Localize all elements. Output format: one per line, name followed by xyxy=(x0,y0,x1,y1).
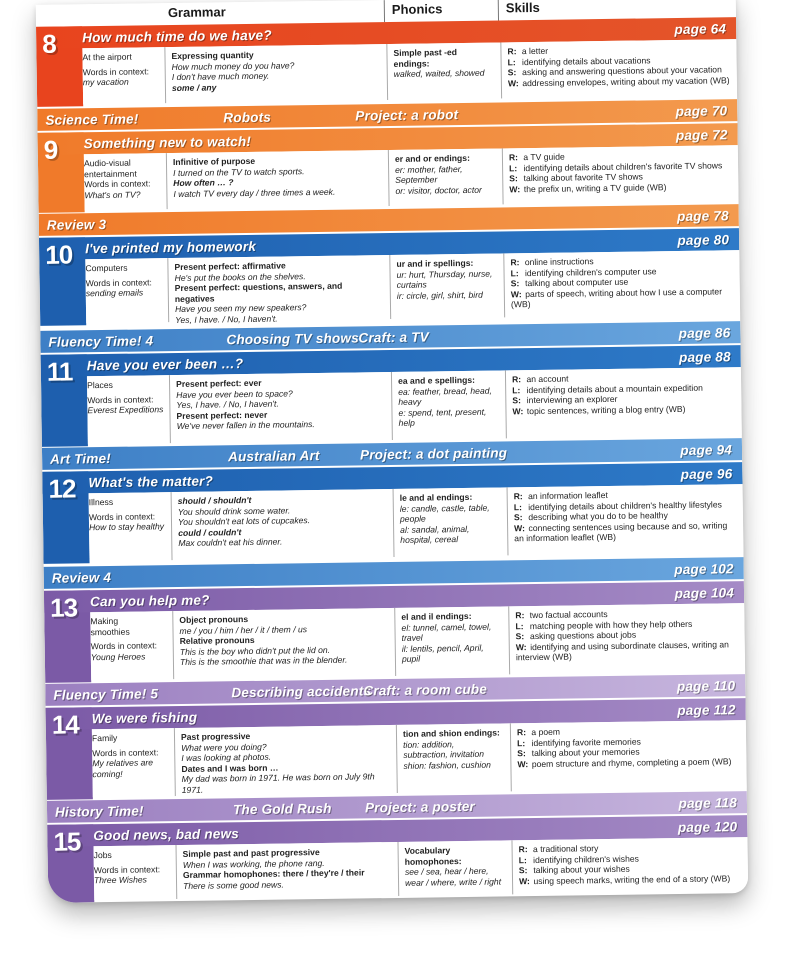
unit-12 xyxy=(42,462,743,564)
unit-title: Can you help me? xyxy=(89,592,210,609)
grammar-column xyxy=(176,842,399,899)
phonics-line: people xyxy=(399,513,426,525)
skill-label: W: xyxy=(518,875,530,887)
unit-body xyxy=(92,720,747,797)
skill-label: R: xyxy=(513,491,523,502)
skill-text: a letter xyxy=(521,45,549,57)
phonics-line: el and il endings: xyxy=(401,610,472,622)
skill-text: interviewing an explorer xyxy=(526,394,618,406)
grammar-line: When I was working, the phone rang. xyxy=(182,857,325,870)
contents-page xyxy=(36,0,748,903)
topic-line: What's on TV? xyxy=(84,189,141,201)
unit-14 xyxy=(46,698,747,800)
skill-text: parts of speech, writing about how I use a computer (WB) xyxy=(510,286,723,310)
skill-line xyxy=(514,520,739,544)
skill-line xyxy=(519,873,744,887)
skills-column xyxy=(503,250,740,317)
grammar-line: Have you ever been to space? xyxy=(176,387,293,400)
skill-text: online instructions xyxy=(524,256,594,268)
grammar-line: me / you / him / her / it / them / us xyxy=(179,623,308,636)
topic-line: sending emails xyxy=(85,287,144,299)
grammar-line: Max couldn't eat his dinner. xyxy=(178,536,283,549)
topic-line: At the airport xyxy=(82,51,132,63)
unit-body xyxy=(82,39,737,104)
page-ref: page 94 xyxy=(680,441,733,458)
grammar-line: How much money do you have? xyxy=(171,59,295,72)
skill-text: talking about your wishes xyxy=(533,863,630,876)
section-topic: Choosing TV shows xyxy=(226,329,359,347)
grammar-line: Present perfect: questions, answers, and negatives xyxy=(174,280,343,304)
unit-number: 13 xyxy=(49,592,78,623)
section-label: Science Time! xyxy=(45,111,139,128)
topic-line: Words in context: xyxy=(84,178,151,190)
page-ref: page 102 xyxy=(674,560,734,577)
grammar-line: Relative pronouns xyxy=(179,635,255,647)
unit-title: Something new to watch! xyxy=(83,133,252,151)
grammar-line: I turned on the TV to watch sports. xyxy=(173,165,305,178)
phonics-line: curtains xyxy=(396,279,427,291)
grammar-line: Yes, I have. / No, I haven't. xyxy=(175,313,278,325)
skill-text: a poem xyxy=(531,726,561,738)
skill-line xyxy=(517,756,742,770)
skill-label: R: xyxy=(508,152,519,163)
topic-line: Family xyxy=(91,732,118,744)
phonics-line: or: visitor, doctor, actor xyxy=(395,184,482,196)
skill-text: a TV guide xyxy=(523,151,565,163)
grammar-line: could / couldn't xyxy=(178,526,242,538)
phonics-line: pupil xyxy=(401,654,421,665)
page-ref: page 110 xyxy=(676,677,736,694)
phonics-line: homophones: xyxy=(404,855,462,867)
unit-body xyxy=(90,603,745,680)
topic-line: Words in context: xyxy=(88,510,156,522)
unit-11 xyxy=(41,345,742,447)
section-topic: Australian Art xyxy=(227,447,320,464)
topic-line: entertainment xyxy=(84,168,137,179)
topic-line: smoothies xyxy=(90,626,130,637)
topic-line: Words in context: xyxy=(93,863,161,875)
section-project: Project: a robot xyxy=(355,106,459,123)
skill-text: poem structure and rhyme, completing a poem (WB) xyxy=(531,756,732,769)
skill-text: connecting sentences using because and so, writing an information leaflet (WB) xyxy=(514,520,728,544)
skill-text: talking about your memories xyxy=(531,746,640,759)
grammar-line: Present perfect: ever xyxy=(176,377,262,390)
grammar-column xyxy=(164,44,387,103)
page-ref: page 118 xyxy=(678,794,738,811)
section-label: Art Time! xyxy=(49,450,112,467)
grammar-line: I don't have much money. xyxy=(171,70,270,83)
unit-number: 15 xyxy=(53,826,81,857)
page-ref: page 64 xyxy=(674,20,727,37)
grammar-line: Have you seen my new speakers? xyxy=(174,302,307,315)
unit-title: What's the matter? xyxy=(88,473,214,490)
skill-label: S: xyxy=(515,631,525,642)
topic-column xyxy=(94,845,175,886)
skill-text: topic sentences, writing a blog entry (WB) xyxy=(526,403,686,416)
topic-line: Young Heroes xyxy=(90,651,146,663)
unit-9 xyxy=(38,123,739,213)
unit-number: 14 xyxy=(51,709,79,740)
phonics-line: il: lentils, pencil, April, xyxy=(401,642,484,654)
skill-text: talking about favorite TV shows xyxy=(523,171,643,184)
skill-label: S: xyxy=(517,748,526,759)
topic-line: Illness xyxy=(88,496,114,508)
topic-column xyxy=(92,728,173,779)
topic-column xyxy=(87,375,168,416)
grammar-line: Present perfect: affirmative xyxy=(174,260,286,273)
skill-line xyxy=(516,639,741,663)
phonics-line: hospital, cereal xyxy=(400,534,459,546)
page-ref: page 86 xyxy=(678,324,731,341)
phonics-line: le: candle, castle, table, xyxy=(399,502,490,514)
unit-title: Good news, bad news xyxy=(93,825,240,843)
section-project: Craft: a room cube xyxy=(363,681,488,698)
grammar-column xyxy=(167,255,390,325)
page-ref: page 112 xyxy=(677,701,736,718)
skill-label: R: xyxy=(511,374,522,385)
grammar-line: You should drink some water. xyxy=(177,505,291,517)
phonics-column xyxy=(389,253,504,319)
phonics-line: tion: addition, xyxy=(403,738,455,750)
phonics-line: ea and e spellings: xyxy=(397,374,476,386)
grammar-line: This is the smoothie that was in the blender. xyxy=(179,655,348,668)
column-skills: Skills xyxy=(505,0,540,16)
skill-label: R: xyxy=(507,46,517,57)
skill-label: L: xyxy=(507,56,516,67)
skill-label: R: xyxy=(518,844,528,855)
phonics-line: el: tunnel, camel, towel, xyxy=(401,621,492,633)
section-label: History Time! xyxy=(54,803,144,820)
grammar-line: Dates and I was born … xyxy=(181,762,279,774)
skill-text: identifying details about children's healthy lifestyles xyxy=(528,498,722,512)
skill-label: L: xyxy=(513,501,523,512)
grammar-line: Yes, I have. / No, I haven't. xyxy=(176,398,279,411)
topic-column xyxy=(85,258,166,299)
page-ref: page 96 xyxy=(680,465,733,482)
phonics-line: ur and ir spellings: xyxy=(396,257,474,269)
skill-text: matching people with how they help others xyxy=(529,618,693,631)
topic-line: Places xyxy=(87,379,113,391)
grammar-line: This is the boy who didn't put the lid on. xyxy=(179,644,331,657)
unit-number: 12 xyxy=(48,473,76,504)
grammar-line: I was looking at photos. xyxy=(181,751,272,764)
topic-line: Computers xyxy=(85,262,128,274)
section-topic: Robots xyxy=(223,109,272,125)
skills-column xyxy=(500,39,737,98)
grammar-line: He's put the books on the shelves. xyxy=(174,270,306,283)
page-ref: page 120 xyxy=(677,818,738,835)
skill-text: asking and answering questions about your vacation xyxy=(522,64,722,78)
topic-line: my vacation xyxy=(82,76,129,88)
phonics-line: see / sea, hear / here, xyxy=(404,865,489,878)
topic-column xyxy=(89,492,170,533)
topic-line: Words in context: xyxy=(87,393,154,405)
skills-column xyxy=(502,145,739,204)
column-grammar: Grammar xyxy=(167,4,226,21)
grammar-column xyxy=(172,608,395,679)
section-label: Fluency Time! 5 xyxy=(53,685,159,703)
phonics-column xyxy=(394,606,509,676)
skill-text: identifying and using subordinate clauses, writing an interview (WB) xyxy=(515,639,729,663)
topic-line: Audio-visual xyxy=(83,157,131,169)
phonics-column xyxy=(386,42,501,100)
skill-text: identifying details about a mountain expedition xyxy=(526,382,703,395)
topic-column xyxy=(84,153,165,200)
unit-8 xyxy=(36,17,737,107)
phonics-line: le and al endings: xyxy=(399,491,473,503)
skill-label: W: xyxy=(514,522,526,534)
section-label: Review 4 xyxy=(51,569,112,586)
unit-number: 10 xyxy=(45,239,73,270)
skill-label: L: xyxy=(517,737,526,748)
unit-body xyxy=(84,145,739,210)
unit-10 xyxy=(39,228,740,326)
phonics-line: ea: feather, bread, head, xyxy=(398,385,492,397)
grammar-line: There is some good news. xyxy=(183,879,284,891)
skill-label: S: xyxy=(507,67,517,78)
skill-line xyxy=(508,75,733,89)
skill-label: S: xyxy=(513,512,523,523)
skills-column xyxy=(508,603,745,674)
skill-text: describing what you do to be healthy xyxy=(528,510,668,523)
page-ref: page 72 xyxy=(675,126,728,143)
grammar-line: What were you doing? xyxy=(181,741,267,753)
unit-13 xyxy=(44,581,745,683)
phonics-line: ir: circle, girl, shirt, bird xyxy=(396,289,483,301)
grammar-line: Simple past and past progressive xyxy=(182,847,320,859)
unit-15 xyxy=(47,815,748,903)
skill-label: S: xyxy=(518,865,528,876)
phonics-line: September xyxy=(395,174,438,186)
topic-column xyxy=(90,611,171,662)
skill-label: L: xyxy=(518,854,527,865)
grammar-column xyxy=(171,489,394,560)
skill-text: an account xyxy=(526,373,569,385)
skill-text: talking about computer use xyxy=(525,276,629,289)
phonics-line: shion: fashion, cushion xyxy=(403,759,491,771)
divider xyxy=(384,0,385,22)
phonics-line: help xyxy=(398,418,415,429)
topic-line: Words in context: xyxy=(82,65,150,77)
topic-line: Jobs xyxy=(93,849,112,861)
topic-line: Everest Expeditions xyxy=(87,404,164,416)
unit-title: How much time do we have? xyxy=(82,27,272,45)
skill-label: S: xyxy=(512,395,521,406)
section-project: Craft: a TV xyxy=(358,328,430,345)
page-ref: page 70 xyxy=(675,102,728,119)
skill-line xyxy=(509,181,734,195)
skill-label: S: xyxy=(510,278,520,289)
phonics-line: er: mother, father, xyxy=(395,163,463,175)
skill-label: L: xyxy=(515,620,524,631)
topic-line: My relatives are xyxy=(92,757,154,769)
unit-body xyxy=(85,250,740,323)
skill-text: identifying children's wishes xyxy=(533,853,639,865)
section-topic: The Gold Rush xyxy=(232,800,332,817)
unit-body xyxy=(94,837,749,900)
grammar-line: should / shouldn't xyxy=(177,494,252,506)
phonics-line: subtraction, invitation xyxy=(403,748,485,761)
phonics-column xyxy=(396,723,511,793)
skills-column xyxy=(511,837,748,894)
grammar-line: Infinitive of purpose xyxy=(172,155,256,168)
phonics-line: wear / where, write / right xyxy=(404,876,502,888)
phonics-column xyxy=(391,370,506,440)
unit-number: 11 xyxy=(46,356,73,387)
page-ref: page 88 xyxy=(678,348,731,365)
skill-label: L: xyxy=(510,267,519,278)
section-label: Review 3 xyxy=(46,216,107,233)
grammar-line: I watch TV every day / three times a week. xyxy=(173,186,336,199)
phonics-line: er and or endings: xyxy=(394,152,470,164)
unit-body xyxy=(87,367,742,444)
phonics-line: Vocabulary xyxy=(404,845,451,856)
skill-text: using speech marks, writing the end of a story (WB) xyxy=(533,873,731,886)
skill-text: the prefix un, writing a TV guide (WB) xyxy=(523,181,667,194)
skill-label: W: xyxy=(512,405,524,417)
unit-title: Have you ever been …? xyxy=(86,355,244,373)
skill-text: identifying details about vacations xyxy=(521,54,651,67)
section-label: Fluency Time! 4 xyxy=(48,332,154,350)
grammar-line: Past progressive xyxy=(180,731,251,742)
grammar-line: Object pronouns xyxy=(179,614,249,625)
skill-label: W: xyxy=(517,758,529,770)
skill-label: R: xyxy=(515,610,525,621)
section-project: Project: a poster xyxy=(364,798,476,815)
topic-line: Words in context: xyxy=(92,746,159,758)
phonics-column xyxy=(388,148,503,206)
phonics-line: travel xyxy=(401,632,423,644)
skill-label: L: xyxy=(509,162,518,173)
phonics-line: endings: xyxy=(393,58,430,69)
skill-text: addressing envelopes, writing about my vacation (WB) xyxy=(522,75,730,88)
skill-label: W: xyxy=(507,77,519,89)
phonics-line: walked, waited, showed xyxy=(393,67,485,80)
skill-line xyxy=(512,403,737,417)
topic-line: Making xyxy=(90,615,119,627)
skill-text: identifying children's computer use xyxy=(524,265,657,278)
topic-line: coming! xyxy=(92,768,123,779)
grammar-line: Present perfect: never xyxy=(176,409,268,421)
phonics-column xyxy=(393,487,508,557)
grammar-line: You shouldn't eat lots of cupcakes. xyxy=(177,515,311,528)
grammar-line: We've never fallen in the mountains. xyxy=(176,419,315,432)
skill-label: R: xyxy=(510,257,520,268)
grammar-line: My dad was born in 1971. He was born on July 9th 1971. xyxy=(181,771,375,795)
topic-line: Words in context: xyxy=(90,640,158,652)
skills-column xyxy=(510,720,747,791)
grammar-line: Grammar homophones: there / they're / their xyxy=(182,867,365,881)
phonics-line: ur: hurt, Thursday, nurse, xyxy=(396,268,493,280)
phonics-line: al: sandal, animal, xyxy=(400,523,470,535)
unit-title: I've printed my homework xyxy=(85,238,257,256)
skill-label: W: xyxy=(509,183,521,195)
skill-label: R: xyxy=(516,727,527,738)
skills-column xyxy=(507,484,744,555)
page-ref: page 78 xyxy=(676,207,729,224)
skill-label: W: xyxy=(510,288,522,300)
skill-text: a traditional story xyxy=(532,843,599,855)
skill-text: identifying favorite memories xyxy=(531,736,641,748)
skill-text: two factual accounts xyxy=(529,609,608,621)
divider xyxy=(498,0,499,20)
section-topic: Describing accidents xyxy=(231,682,372,700)
skill-label: L: xyxy=(512,384,521,395)
grammar-column xyxy=(174,725,397,796)
page-ref: page 104 xyxy=(674,584,735,601)
unit-number: 9 xyxy=(43,134,58,165)
topic-line: Three Wishes xyxy=(93,874,147,886)
skill-text: asking questions about jobs xyxy=(529,629,637,642)
grammar-line: some / any xyxy=(171,82,217,93)
phonics-line: heavy xyxy=(398,396,422,408)
unit-title: We were fishing xyxy=(91,709,198,726)
skill-label: S: xyxy=(509,173,518,184)
column-phonics: Phonics xyxy=(391,1,443,17)
skill-text: an information leaflet xyxy=(527,489,608,502)
topic-line: Words in context: xyxy=(85,276,152,288)
page-ref: page 80 xyxy=(677,231,730,248)
phonics-line: e: spend, tent, present, xyxy=(398,406,487,418)
topic-column xyxy=(82,47,163,88)
grammar-line: Expressing quantity xyxy=(171,49,254,62)
phonics-line: Simple past -ed xyxy=(393,47,458,58)
topic-line: How to stay healthy xyxy=(88,521,165,533)
grammar-column xyxy=(166,150,389,209)
skill-line xyxy=(511,286,736,310)
section-project: Project: a dot painting xyxy=(359,444,508,462)
grammar-line: How often … ? xyxy=(173,177,234,189)
skill-label: W: xyxy=(515,641,527,653)
unit-number: 8 xyxy=(42,28,56,59)
phonics-line: tion and shion endings: xyxy=(402,727,500,739)
skill-text: identifying details about children's favorite TV shows xyxy=(523,159,723,173)
phonics-column xyxy=(397,840,512,896)
unit-body xyxy=(89,484,744,561)
grammar-column xyxy=(169,372,392,443)
skills-column xyxy=(505,367,742,438)
